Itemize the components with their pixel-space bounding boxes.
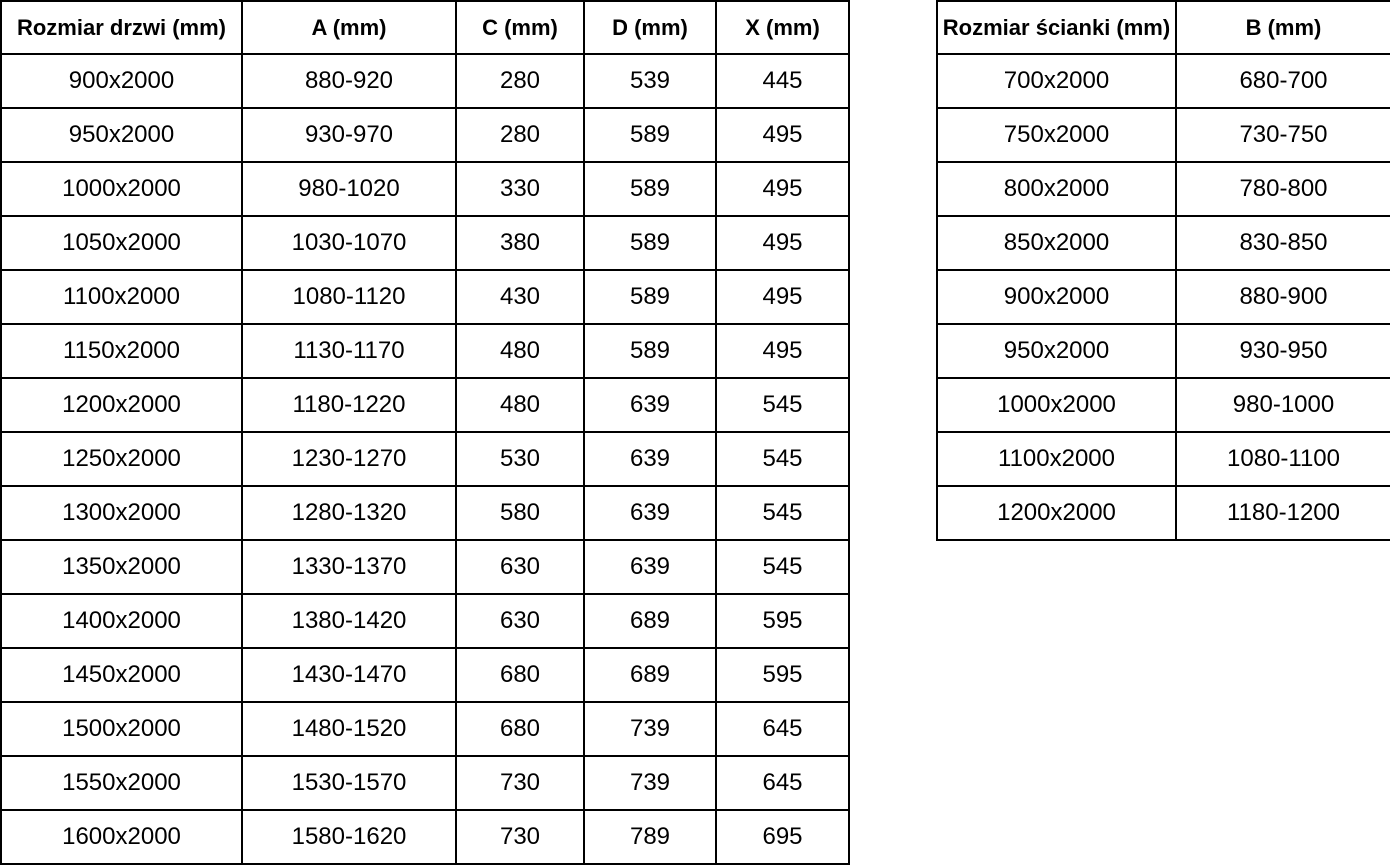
table-cell: 589 <box>584 270 716 324</box>
table-cell: 1330-1370 <box>242 540 456 594</box>
column-header: Rozmiar drzwi (mm) <box>1 1 242 54</box>
table-row <box>937 216 1390 270</box>
table-cell: 580 <box>456 486 584 540</box>
table-cell: 639 <box>584 432 716 486</box>
table-cell: 1150x2000 <box>1 324 242 378</box>
table-row <box>1 540 849 594</box>
table-cell: 630 <box>456 594 584 648</box>
table-cell: 950x2000 <box>937 324 1176 378</box>
table-cell: 639 <box>584 378 716 432</box>
table-cell: 530 <box>456 432 584 486</box>
table-cell: 680 <box>456 648 584 702</box>
table-row <box>1 54 849 108</box>
table-cell: 539 <box>584 54 716 108</box>
table-cell: 1280-1320 <box>242 486 456 540</box>
table-cell: 800x2000 <box>937 162 1176 216</box>
table-row <box>1 324 849 378</box>
table-cell: 739 <box>584 702 716 756</box>
table-cell: 1050x2000 <box>1 216 242 270</box>
table-row <box>937 432 1390 486</box>
table-cell: 495 <box>716 108 849 162</box>
table-cell: 1200x2000 <box>937 486 1176 540</box>
table-cell: 589 <box>584 324 716 378</box>
column-header: X (mm) <box>716 1 849 54</box>
table-cell: 1180-1200 <box>1176 486 1390 540</box>
table-cell: 645 <box>716 756 849 810</box>
table-cell: 689 <box>584 594 716 648</box>
table-row <box>937 54 1390 108</box>
table-cell: 1250x2000 <box>1 432 242 486</box>
table-cell: 595 <box>716 648 849 702</box>
table-cell: 645 <box>716 702 849 756</box>
table-cell: 750x2000 <box>937 108 1176 162</box>
table-row <box>937 270 1390 324</box>
table-row <box>1 648 849 702</box>
table-cell: 280 <box>456 54 584 108</box>
table-cell: 780-800 <box>1176 162 1390 216</box>
table-row <box>1 810 849 864</box>
table-cell: 589 <box>584 216 716 270</box>
table-row <box>1 756 849 810</box>
table-cell: 380 <box>456 216 584 270</box>
table-cell: 1400x2000 <box>1 594 242 648</box>
table-cell: 1580-1620 <box>242 810 456 864</box>
table-cell: 695 <box>716 810 849 864</box>
table-cell: 1300x2000 <box>1 486 242 540</box>
table-cell: 1430-1470 <box>242 648 456 702</box>
table-cell: 330 <box>456 162 584 216</box>
table-row <box>1 378 849 432</box>
table-cell: 545 <box>716 540 849 594</box>
table-cell: 495 <box>716 162 849 216</box>
wall-table-header-row <box>937 1 1390 54</box>
table-cell: 950x2000 <box>1 108 242 162</box>
table-cell: 480 <box>456 324 584 378</box>
table-cell: 1350x2000 <box>1 540 242 594</box>
table-row <box>1 432 849 486</box>
table-cell: 1600x2000 <box>1 810 242 864</box>
table-cell: 730 <box>456 756 584 810</box>
table-row <box>1 162 849 216</box>
table-cell: 680 <box>456 702 584 756</box>
table-cell: 630 <box>456 540 584 594</box>
table-cell: 1100x2000 <box>937 432 1176 486</box>
table-cell: 930-950 <box>1176 324 1390 378</box>
table-cell: 1000x2000 <box>1 162 242 216</box>
table-cell: 430 <box>456 270 584 324</box>
table-cell: 1130-1170 <box>242 324 456 378</box>
table-cell: 495 <box>716 270 849 324</box>
wall-panel-sizes-table <box>936 0 1390 541</box>
table-row <box>1 108 849 162</box>
table-row <box>1 486 849 540</box>
table-cell: 1030-1070 <box>242 216 456 270</box>
table-row <box>1 270 849 324</box>
table-cell: 830-850 <box>1176 216 1390 270</box>
table-cell: 595 <box>716 594 849 648</box>
table-cell: 639 <box>584 540 716 594</box>
table-cell: 930-970 <box>242 108 456 162</box>
table-cell: 1000x2000 <box>937 378 1176 432</box>
table-cell: 730 <box>456 810 584 864</box>
table-row <box>937 324 1390 378</box>
table-row <box>937 486 1390 540</box>
table-cell: 1500x2000 <box>1 702 242 756</box>
column-header: C (mm) <box>456 1 584 54</box>
table-row <box>937 378 1390 432</box>
column-header: A (mm) <box>242 1 456 54</box>
table-cell: 280 <box>456 108 584 162</box>
table-cell: 1200x2000 <box>1 378 242 432</box>
table-cell: 1180-1220 <box>242 378 456 432</box>
table-cell: 1380-1420 <box>242 594 456 648</box>
table-cell: 589 <box>584 162 716 216</box>
column-header: Rozmiar ścianki (mm) <box>937 1 1176 54</box>
table-cell: 680-700 <box>1176 54 1390 108</box>
table-row <box>937 162 1390 216</box>
table-cell: 545 <box>716 378 849 432</box>
table-cell: 689 <box>584 648 716 702</box>
table-cell: 589 <box>584 108 716 162</box>
table-row <box>1 702 849 756</box>
table-row <box>1 594 849 648</box>
table-cell: 900x2000 <box>1 54 242 108</box>
table-cell: 850x2000 <box>937 216 1176 270</box>
table-cell: 1450x2000 <box>1 648 242 702</box>
table-cell: 445 <box>716 54 849 108</box>
table-cell: 1100x2000 <box>1 270 242 324</box>
door-table-header-row <box>1 1 849 54</box>
column-header: B (mm) <box>1176 1 1390 54</box>
table-cell: 789 <box>584 810 716 864</box>
table-cell: 1530-1570 <box>242 756 456 810</box>
column-header: D (mm) <box>584 1 716 54</box>
table-row <box>1 216 849 270</box>
table-cell: 545 <box>716 432 849 486</box>
table-cell: 1080-1120 <box>242 270 456 324</box>
table-cell: 495 <box>716 324 849 378</box>
table-cell: 545 <box>716 486 849 540</box>
table-cell: 1230-1270 <box>242 432 456 486</box>
table-cell: 700x2000 <box>937 54 1176 108</box>
table-cell: 1480-1520 <box>242 702 456 756</box>
table-cell: 900x2000 <box>937 270 1176 324</box>
table-cell: 1550x2000 <box>1 756 242 810</box>
table-cell: 980-1000 <box>1176 378 1390 432</box>
table-row <box>937 108 1390 162</box>
table-cell: 480 <box>456 378 584 432</box>
table-cell: 980-1020 <box>242 162 456 216</box>
table-cell: 495 <box>716 216 849 270</box>
table-cell: 1080-1100 <box>1176 432 1390 486</box>
table-cell: 880-900 <box>1176 270 1390 324</box>
table-cell: 730-750 <box>1176 108 1390 162</box>
table-cell: 639 <box>584 486 716 540</box>
table-cell: 880-920 <box>242 54 456 108</box>
table-cell: 739 <box>584 756 716 810</box>
